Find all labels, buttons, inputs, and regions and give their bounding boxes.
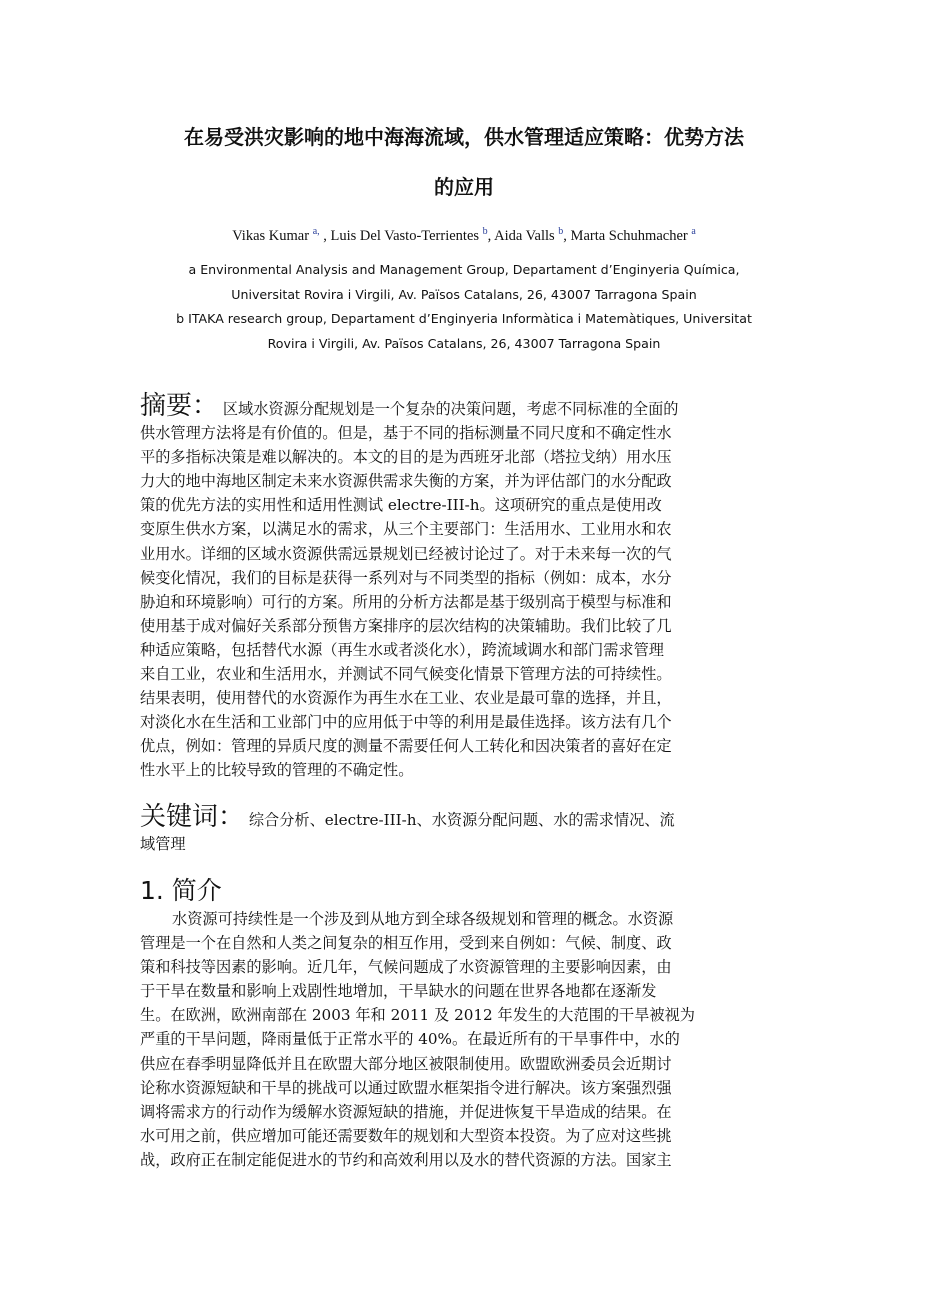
abstract-line: 变原生供水方案，以满足水的需求，从三个主要部门：生活用水、工业用水和农 bbox=[140, 520, 672, 539]
author-affiliation-mark: a bbox=[691, 226, 696, 237]
intro-line: 生。在欧洲，欧洲南部在 2003 年和 2011 及 2012 年发生的大范围的干旱被视为 bbox=[140, 1006, 695, 1025]
abstract-line: 使用基于成对偏好关系部分预售方案排序的层次结构的决策辅助。我们比较了几 bbox=[140, 616, 672, 635]
affiliation-line: Universitat Rovira i Virgili, Av. Països Catalans, 26, 43007 Tarragona Spain bbox=[231, 286, 697, 302]
intro-line: 严重的干旱问题，降雨量低于正常水平的 40%。在最近所有的干旱事件中，水的 bbox=[140, 1030, 680, 1049]
intro-line: 论称水资源短缺和干旱的挑战可以通过欧盟水框架指令进行解决。该方案强烈强 bbox=[140, 1078, 672, 1097]
intro-line: 水可用之前，供应增加可能还需要数年的规划和大型资本投资。为了应对这些挑 bbox=[140, 1126, 672, 1145]
paper-title bbox=[140, 112, 788, 212]
affiliation-line: Rovira i Virgili, Av. Països Catalans, 26, 43007 Tarragona Spain bbox=[267, 335, 661, 351]
abstract-line: 结果表明，使用替代的水资源作为再生水在工业、农业是最可靠的选择，并且， bbox=[140, 689, 672, 708]
introduction-paragraph bbox=[140, 907, 788, 1172]
author-name: Vikas Kumar bbox=[232, 227, 310, 244]
author-name: Marta Schuhmacher bbox=[570, 227, 688, 244]
author-list: Vikas Kumar $^{a,}$ , Luis Del Vasto-Terrientes $^b$, Aida Valls $^b$, Marta Schuhmacher $^a$ bbox=[232, 226, 696, 244]
intro-line: 策和科技等因素的影响。近几年，气候问题成了水资源管理的主要影响因素，由 bbox=[140, 958, 672, 977]
intro-line: 管理是一个在自然和人类之间复杂的相互作用，受到来自例如：气候、制度、政 bbox=[140, 934, 672, 953]
abstract-line: 对淡化水在生活和工业部门中的应用低于中等的利用是最佳选择。该方法有几个 bbox=[140, 713, 672, 732]
abstract-line: 优点，例如：管理的异质尺度的测量不需要任何人工转化和因决策者的喜好在定 bbox=[140, 737, 672, 756]
keywords-heading: 关键词： bbox=[140, 802, 245, 832]
affiliation-line: b ITAKA research group, Departament d’Enginyeria Informàtica i Matemàtiques, Universitat bbox=[176, 311, 752, 326]
title-line-2: 的应用 bbox=[434, 175, 494, 199]
abstract bbox=[140, 391, 788, 783]
author-name: Luis Del Vasto-Terrientes bbox=[330, 227, 480, 244]
author-name: Aida Valls bbox=[494, 227, 555, 244]
author-affiliation-mark: a, bbox=[312, 226, 320, 237]
keywords-line: 综合分析、electre-III-h、水资源分配问题、水的需求情况、流 bbox=[248, 811, 675, 829]
abstract-line: 种适应策略，包括替代水源（再生水或者淡化水），跨流域调水和部门需求管理 bbox=[140, 640, 664, 659]
abstract-line: 策的优先方法的实用性和适用性测试 electre-III-h。这项研究的重点是使用改 bbox=[140, 496, 662, 515]
author-affiliation-mark: b bbox=[558, 226, 564, 237]
title-line-1: 在易受洪灾影响的地中海海流域，供水管理适应策略：优势方法 bbox=[184, 125, 744, 149]
abstract-line: 平的多指标决策是难以解决的。本文的目的是为西班牙北部（塔拉戈纳）用水压 bbox=[140, 448, 672, 467]
keywords bbox=[140, 802, 788, 856]
abstract-line: 胁迫和环境影响）可行的方案。所用的分析方法都是基于级别高于模型与标准和 bbox=[140, 592, 672, 611]
author-affiliation-mark: b bbox=[482, 226, 488, 237]
keywords-line: 域管理 bbox=[140, 835, 186, 854]
abstract-line: 候变化情况，我们的目标是获得一系列对与不同类型的指标（例如：成本，水分 bbox=[140, 568, 672, 587]
abstract-line: 业用水。详细的区域水资源供需远景规划已经被讨论过了。对于未来每一次的气 bbox=[140, 544, 672, 563]
abstract-line: 供水管理方法将是有价值的。但是，基于不同的指标测量不同尺度和不确定性水 bbox=[140, 424, 672, 443]
abstract-heading: 摘要： bbox=[140, 391, 219, 421]
intro-line: 水资源可持续性是一个涉及到从地方到全球各级规划和管理的概念。水资源 bbox=[172, 910, 674, 928]
intro-line: 供应在春季明显降低并且在欧盟大部分地区被限制使用。欧盟欧洲委员会近期讨 bbox=[140, 1054, 672, 1073]
abstract-line: 来自工业，农业和生活用水，并测试不同气候变化情景下管理方法的可持续性。 bbox=[140, 665, 672, 684]
intro-line: 调将需求方的行动作为缓解水资源短缺的措施，并促进恢复干旱造成的结果。在 bbox=[140, 1102, 672, 1121]
section-heading-introduction: 1. 简介 bbox=[140, 876, 222, 905]
intro-line: 于干旱在数量和影响上戏剧性地增加，干旱缺水的问题在世界各地都在逐渐发 bbox=[140, 982, 657, 1001]
abstract-line: 性水平上的比较导致的管理的不确定性。 bbox=[140, 761, 414, 780]
affiliations bbox=[140, 258, 788, 356]
affiliation-line: a Environmental Analysis and Management Group, Departament d’Enginyeria Química, bbox=[188, 262, 740, 277]
abstract-line: 力大的地中海地区制定未来水资源供需求失衡的方案，并为评估部门的水分配政 bbox=[140, 472, 672, 491]
abstract-line: 区域水资源分配规划是一个复杂的决策问题，考虑不同标准的全面的 bbox=[222, 400, 679, 418]
intro-line: 战，政府正在制定能促进水的节约和高效利用以及水的替代资源的方法。国家主 bbox=[140, 1150, 672, 1169]
